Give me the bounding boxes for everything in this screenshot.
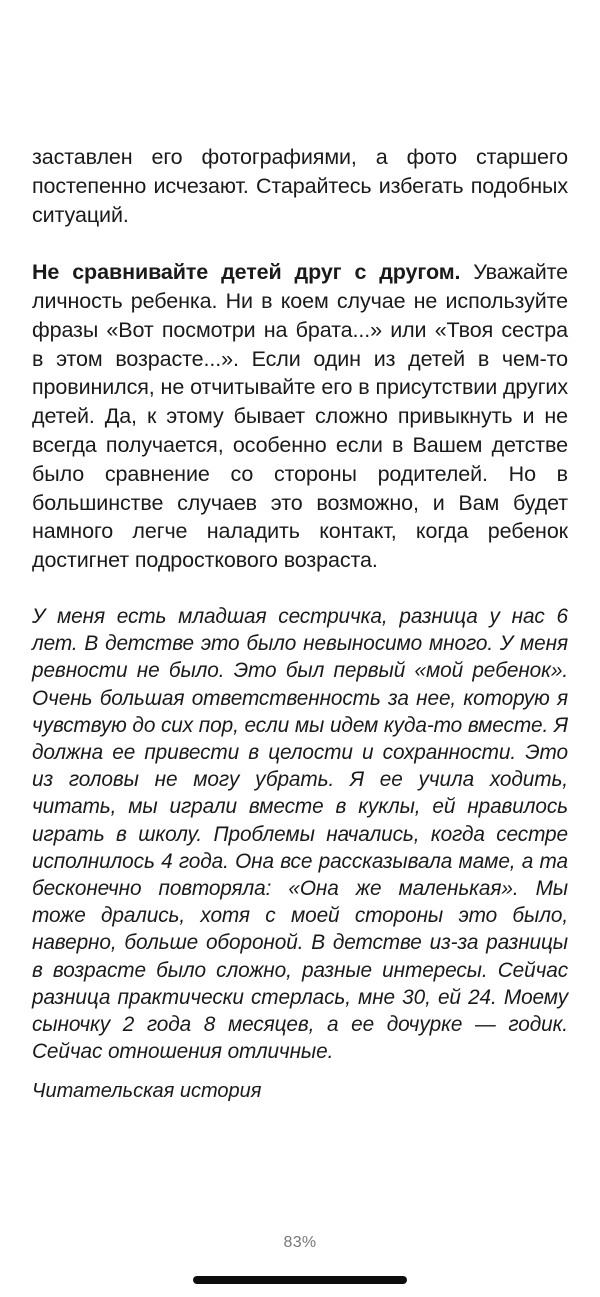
paragraph-advice-body: Уважайте личность ребенка. Ни в коем случае не используйте фразы «Вот посмотри на брата...» или «Твоя сестра в этом возрасте...». Если один из детей в чем-то провинился, не отчитывайте его в присутствии других детей. Да, к этому бывает сложно привыкнуть и не всегда получается, особенно если в Вашем детстве было сравнение со стороны родителей. Но в большинстве случаев это возможно, и Вам будет намного легче наладить контакт, когда ребенок достигнет подросткового возраста. — [32, 260, 568, 573]
reading-progress-label: 83% — [283, 1234, 317, 1251]
reader-story-signature: Читательская история — [32, 1080, 262, 1103]
paragraph-lead-bold: Не сравнивайте детей друг с другом. — [32, 260, 461, 285]
home-indicator-bar[interactable] — [193, 1276, 407, 1284]
paragraph-continuation: заставлен его фотографиями, а фото старшего постепенно исчезают. Старайтесь избегать подобных ситуаций. — [32, 145, 568, 227]
paragraph-advice — [32, 258, 568, 575]
book-page-text — [32, 143, 568, 1105]
reader-story-quote: У меня есть младшая сестричка, разница у нас 6 лет. В детстве это было невыносимо много. У меня ревности не было. Это был первый «мой ребенок». Очень большая ответственность за нее, которую я чувствую до сих пор, если мы идем куда-то вместе. Я должна ее привести в целости и сохранности. Это из головы не могу убрать. Я ее учила ходить, читать, мы играли вместе в куклы, ей нравилось играть в школу. Проблемы начались, когда сестре исполнилось 4 года. Она все рассказывала маме, а та бесконечно повторяла: «Она же маленькая». Мы тоже дрались, хотя с моей стороны это было, наверно, больше обороной. В детстве из-за разницы в возрасте было сложно, разные интересы. Сейчас разница практически стерлась, мне 30, ей 24. Моему сыночку 2 года 8 месяцев, а ее дочурке — годик. Сейчас отношения отличные. — [32, 604, 568, 1064]
